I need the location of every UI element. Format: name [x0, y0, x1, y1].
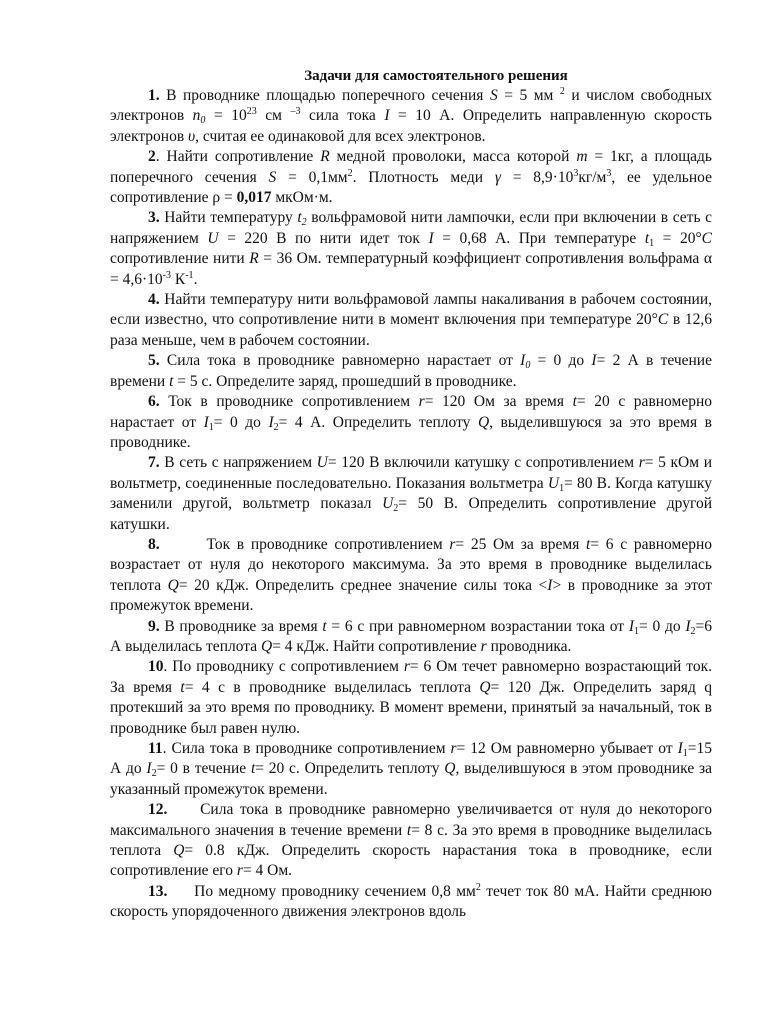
problem-text: В сеть с напряжением U= 120 В включили катушку с сопротивлением r= 5 кОм и вольтметр, соединенные последовательно. Показания вольтметра $U_1= 80$ В. Когда катушку заменили другой, вольтметр показал $U_2= 50$ В. Определить сопротивление другой катушки. [110, 454, 712, 533]
problem-text: . По проводнику с сопротивлением r= 6 Ом течет равномерно возрастающий ток. За время t= 4 с в проводнике выделилась теплота Q= 120 Дж. Определить заряд q протекший за это время по проводнику. В момент времени, принятый за начальный, ток в проводнике был равен нулю. [110, 658, 713, 737]
problem-number: 3. [148, 209, 160, 227]
document-title: Задачи для самостоятельного решения [304, 68, 568, 84]
problem-7 [110, 453, 712, 535]
problem-number: 7. [148, 454, 160, 472]
problem-number: 5. [148, 352, 160, 370]
problem-6 [110, 392, 712, 453]
problem-1 [110, 86, 712, 147]
problem-number: 12. [148, 801, 168, 819]
problem-number: 11 [148, 740, 163, 757]
problem-number: 10 [148, 658, 164, 676]
problem-text: . Сила тока в проводнике сопротивлением r= 12 Ом равномерно убывает от $I_1=15$ А до $I_2= 0$ в течение t= 20 с. Определить теплоту Q, выделившуюся в этом проводнике за указанный промежуток времени. [110, 740, 712, 798]
problem-text: Найти температуру нити вольфрамовой лампы накаливания в рабочем состоянии, если известно, что сопротивление нити в момент включения при температуре 20°C в 12,6 раза меньше, чем в рабочем состоянии. [110, 291, 712, 349]
problem-5 [110, 351, 712, 392]
problem-text: . Найти сопротивление R медной проволоки, масса которой m = 1кг, а площадь поперечного сечения $S = 0,1мм^2$. Плотность меди $\gamma = 8,9\cdot 10^3кг/м^3$, ее удельное сопротивление ρ = 0,017 мкОм·м. [110, 148, 713, 207]
problem-3 [110, 208, 712, 290]
problem-text: По медному проводнику сечением 0,8 $мм^2$ течет ток 80 мА. Найти среднюю скорость упорядоченного движения электронов вдоль [110, 881, 712, 921]
problem-number: 6. [148, 393, 160, 411]
problem-number: 4. [148, 291, 160, 309]
problem-number: 2 [148, 148, 156, 166]
problem-9 [110, 617, 712, 658]
problem-2 [110, 147, 712, 208]
problem-number: 1. [148, 87, 160, 104]
problem-number: 8. [148, 535, 160, 553]
problem-text: Сила тока в проводнике равномерно увеличивается от нуля до некоторого максимального значения в течение времени t= 8 с. За это время в проводнике выделилась теплота Q= 0.8 кДж. Определить скорость нарастания тока в проводнике, если сопротивление его r= 4 Ом. [110, 801, 712, 880]
problem-number: 9. [148, 617, 160, 635]
problem-8 [110, 535, 712, 617]
problem-13 [110, 882, 712, 923]
problem-12 [110, 800, 712, 882]
problem-text: В проводнике за время t = 6 с при равномерном возрастании тока от $I_1= 0$ до $I_2=6$ А выделилась теплота Q= 4 кДж. Найти сопротивление r проводника. [110, 617, 712, 655]
problem-list [110, 86, 712, 923]
problem-number: 13. [148, 882, 168, 900]
problem-text: Ток в проводнике сопротивлением r= 120 Ом за время t= 20 с равномерно нарастает от $I_1= 0$ до $I_2= 4$ А. Определить теплоту Q, выделившуюся за это время в проводнике. [110, 393, 712, 451]
problem-text: Сила тока в проводнике равномерно нарастает от $I_0 = 0$ до I= 2 А в течение времени t = 5 с. Определите заряд, прошедший в проводнике. [110, 352, 712, 390]
problem-text: Ток в проводнике сопротивлением r= 25 Ом за время t= 6 с равномерно возрастает от нуля до некоторого максимума. За это время в проводнике выделилась теплота Q= 20 кДж. Определить среднее значение силы тока <I> в проводнике за этот промежуток времени. [110, 535, 713, 615]
problem-text: В проводнике площадью поперечного сечения S = 5 мм $^2$ и числом свободных электронов $n_0 = 10^{23}$ см $^{-3}$ сила тока I = 10 А. Определить направленную скорость электронов υ, считая ее одинаковой для всех электронов. [110, 86, 713, 145]
problem-text: Найти температуру $t_2$ вольфрамовой нити лампочки, если при включении в сеть с напряжением U = 220 В по нити идет ток I = 0,68 А. При температуре $t_1 = 20^\circ C$ сопротивление нити R = 36 Ом. температурный коэффициент сопротивления вольфрама $\alpha = 4,6\cdot 10^{-3}$ $К^{-1}$. [110, 209, 712, 288]
problem-4 [110, 290, 712, 351]
problem-11 [110, 739, 712, 800]
problem-10 [110, 657, 712, 739]
